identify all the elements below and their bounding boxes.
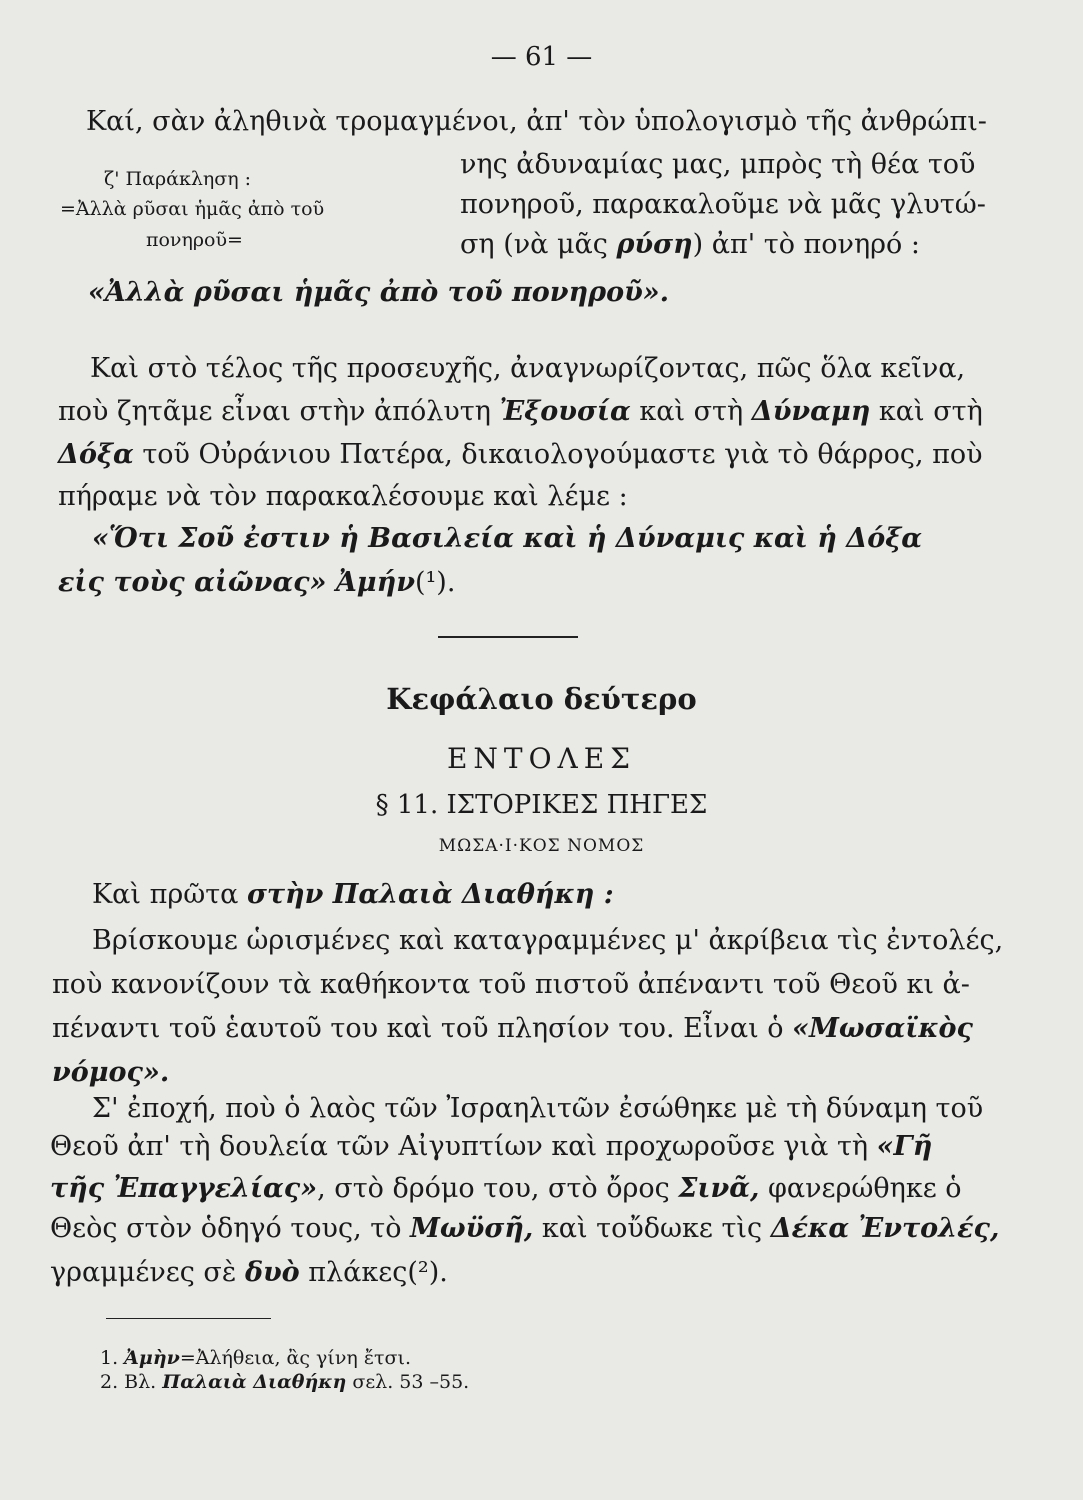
footnote-1 — [100, 1346, 411, 1370]
para2-line4: πήραμε νὰ τὸν παρακαλέσουμε καὶ λέμε : — [58, 481, 628, 512]
footnote-1-text: =Ἀλήθεια, ἂς γίνη ἔτσι. — [179, 1347, 411, 1369]
para5-line4-c: καὶ τοὔδωκε τὶς — [533, 1213, 771, 1244]
para5-line4-d: Δέκα Ἐντολές, — [770, 1213, 1000, 1244]
footnote-2-term: Παλαιὰ Διαθήκη — [162, 1371, 347, 1393]
chapter-title: Κεφάλαιο δεύτερο — [386, 682, 697, 716]
para5-line3-d: φανερώθηκε ὁ — [759, 1173, 962, 1204]
para2-quote2-c: (¹). — [414, 567, 456, 598]
para1-line1: Καί, σὰν ἀληθινὰ τρομαγμένοι, ἀπ' τὸν ὑπολογισμὸ τῆς ἀνθρώπι- — [86, 106, 987, 137]
para4-line1: Βρίσκουμε ὡρισμένες καὶ καταγραμμένες μ' ἀκρίβεια τὶς ἐντολές, — [92, 925, 1004, 956]
para1-line4-b: ρύση — [616, 229, 693, 260]
footnote-2-text: σελ. 53 –55. — [346, 1371, 470, 1393]
para2-line3 — [58, 438, 983, 472]
para5-line5 — [50, 1256, 448, 1290]
para5-line4 — [50, 1212, 999, 1246]
footnote-2 — [100, 1370, 469, 1394]
para3-line1 — [92, 878, 614, 912]
para4-line3 — [52, 1012, 973, 1046]
para1-line4 — [460, 228, 920, 262]
para2-line2-a: ποὺ ζητᾶμε εἶναι στὴν ἀπόλυτη — [58, 396, 500, 427]
side-note-line3: πονηροῦ= — [146, 229, 243, 251]
para2-line2-b: Ἐξουσία — [499, 396, 631, 427]
page-number: — 61 — — [490, 42, 593, 72]
para2-line2-c: καὶ στὴ — [630, 396, 752, 427]
subheading: ΜΩΣΑ·Ι·ΚΟΣ ΝΟΜΟΣ — [438, 836, 645, 856]
para5-line5-a: γραμμένες σὲ — [50, 1257, 245, 1288]
para2-line3-a: Δόξα — [58, 439, 134, 470]
footnote-2-num: 2. Βλ. — [100, 1371, 163, 1393]
footnote-rule — [106, 1318, 271, 1319]
para5-line2-a: Θεοῦ ἀπ' τὴ δουλεία τῶν Αἰγυπτίων καὶ προχωροῦσε γιὰ τὴ — [50, 1131, 877, 1162]
para1-line4-c: ) ἀπ' τὸ πονηρό : — [692, 229, 920, 260]
para5-line4-a: Θεὸς στὸν ὁδηγό τους, τὸ — [50, 1213, 411, 1244]
para2-quote2-a: εἰς τοὺς αἰῶνας» — [58, 567, 336, 598]
para5-line3-b: , στὸ δρόμο του, στὸ ὄρος — [317, 1173, 679, 1204]
para4-line3-b: «Μωσαϊκὸς — [792, 1013, 973, 1044]
para2-line1: Καὶ στὸ τέλος τῆς προσευχῆς, ἀναγνωρίζοντας, πῶς ὅλα κεῖνα, — [90, 353, 966, 384]
para4-line2: ποὺ κανονίζουν τὰ καθήκοντα τοῦ πιστοῦ ἀπέναντι τοῦ Θεοῦ κι ἀ- — [52, 969, 970, 1000]
para1-line4-a: ση (νὰ μᾶς — [460, 229, 617, 260]
para3-line1-a: Καὶ πρῶτα — [92, 879, 247, 910]
para4-line4: νόμος». — [52, 1057, 170, 1088]
section-divider — [438, 636, 578, 638]
footnote-1-num: 1. — [100, 1347, 125, 1369]
para2-line2-e: καὶ στὴ — [870, 396, 983, 427]
section-heading: § 11. ΙΣΤΟΡΙΚΕΣ ΠΗΓΕΣ — [375, 790, 708, 820]
para5-line3 — [50, 1172, 962, 1206]
para2-quote1: «Ὅτι Σοῦ ἐστιν ἡ Βασιλεία καὶ ἡ Δύναμις καὶ ἡ Δόξα — [92, 523, 923, 554]
para3-line1-b: στὴν Παλαιὰ Διαθήκη : — [246, 879, 614, 910]
para1-line2: νης ἀδυναμίας μας, μπρὸς τὴ θέα τοῦ — [460, 149, 976, 180]
para2-line2 — [58, 395, 983, 429]
para2-line2-d: Δύναμη — [751, 396, 871, 427]
side-note-line1: ζ' Παράκληση : — [104, 168, 252, 190]
para1-line3: πονηροῦ, παρακαλοῦμε νὰ μᾶς γλυτώ- — [460, 189, 986, 220]
para5-line3-a: τῆς Ἐπαγγελίας» — [50, 1173, 318, 1204]
para5-line5-b: δυὸ — [244, 1257, 300, 1288]
para5-line2-b: «Γῆ — [876, 1131, 933, 1162]
para5-line4-b: Μωϋσῆ, — [410, 1213, 534, 1244]
para2-quote2-b: Ἀμήν — [335, 567, 415, 598]
para4-line3-a: πέναντι τοῦ ἑαυτοῦ του καὶ τοῦ πλησίον του. Εἶναι ὁ — [52, 1013, 793, 1044]
side-note-line2: =Ἀλλὰ ρῦσαι ἡμᾶς ἀπὸ τοῦ — [60, 198, 325, 220]
para2-line3-b: τοῦ Οὐράνιου Πατέρα, δικαιολογούμαστε γιὰ τὸ θάρρος, ποὺ — [133, 439, 983, 470]
para2-quote2 — [58, 566, 455, 600]
footnote-1-term: Ἀμὴν — [124, 1347, 180, 1369]
section-title: ΕΝΤΟΛΕΣ — [446, 742, 637, 775]
para5-line3-c: Σινᾶ, — [678, 1173, 760, 1204]
para1-quote: «Ἀλλὰ ρῦσαι ἡμᾶς ἀπὸ τοῦ πονηροῦ». — [88, 277, 670, 308]
para5-line2 — [50, 1130, 932, 1164]
para5-line1: Σ' ἐποχή, ποὺ ὁ λαὸς τῶν Ἰσραηλιτῶν ἐσώθηκε μὲ τὴ δύναμη τοῦ — [92, 1093, 984, 1124]
para5-line5-c: πλάκες(²). — [299, 1257, 448, 1288]
